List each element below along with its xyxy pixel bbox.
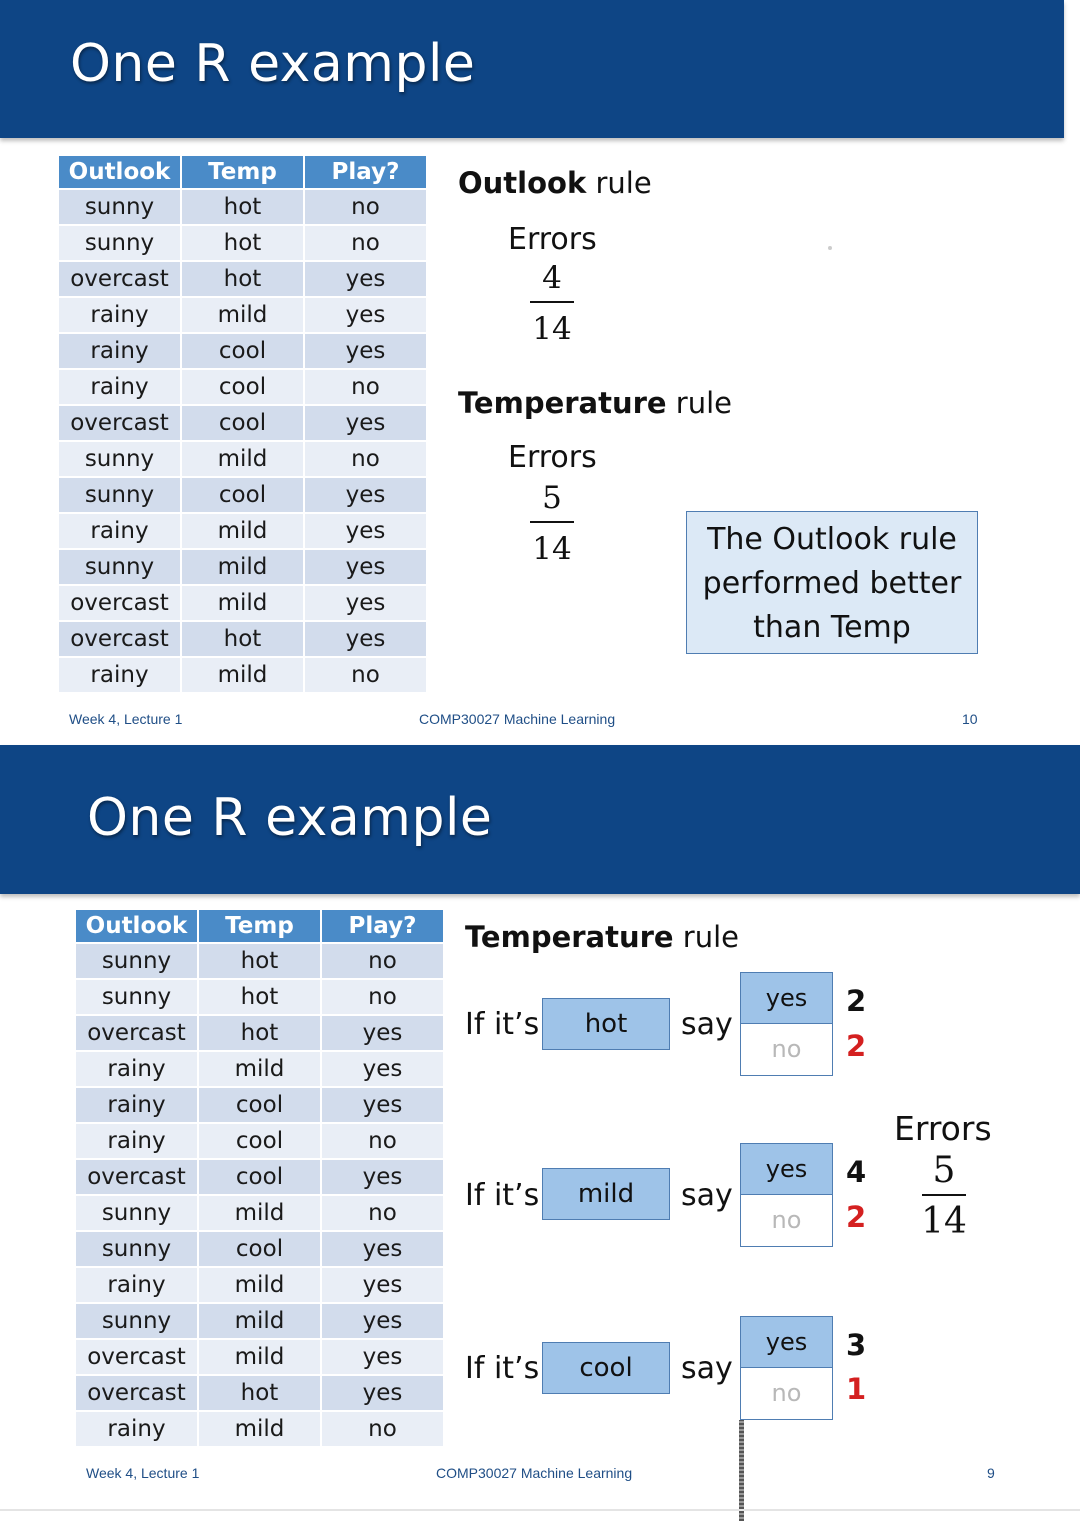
say-label: say [681,1351,733,1386]
footer-lecture: Week 4, Lecture 1 [69,711,183,727]
outlook-cell: overcast [59,406,180,440]
temp-cell: mild [199,1340,320,1374]
outlook-cell: rainy [59,334,180,368]
outcome-box-cool [740,1316,833,1420]
temperature-errors-label: Errors [508,440,597,475]
table-row [59,658,426,692]
outlook-error-fraction [522,258,582,349]
table-row [59,514,426,548]
temp-cell: mild [182,586,303,620]
outlook-errors-label: Errors [508,222,597,257]
outlook-cell: sunny [59,190,180,224]
temp-cell: mild [199,1052,320,1086]
play-cell: yes [305,478,426,512]
play-cell: yes [322,1088,443,1122]
fraction-denominator: 14 [532,531,572,567]
table-row [59,550,426,584]
if-its-label: If it’s [465,1351,540,1386]
play-cell: no [322,1124,443,1158]
slide-header [0,0,1064,138]
footer-course: COMP30027 Machine Learning [436,1465,633,1481]
column-header-play: Play? [305,156,426,188]
play-cell: yes [305,586,426,620]
play-cell: yes [305,298,426,332]
temp-cell: mild [199,1268,320,1302]
outlook-cell: rainy [76,1124,197,1158]
temperature-rule-title: Temperature rule [458,386,733,420]
table-row [59,442,426,476]
temp-cell: hot [199,944,320,978]
table-row [59,190,426,224]
stray-dot [828,246,832,250]
play-cell: no [305,442,426,476]
say-label: say [681,1007,733,1042]
table-row [76,1160,443,1194]
play-cell: yes [322,1268,443,1302]
play-cell: yes [322,1304,443,1338]
temp-cell: cool [182,370,303,404]
footer-page-number: 9 [987,1465,995,1481]
temp-cell: cool [182,478,303,512]
outlook-cell: sunny [76,980,197,1014]
callout-line: The Outlook rule [707,522,957,557]
yes-count: 4 [846,1155,867,1189]
condition-mild-box: mild [542,1168,670,1220]
temp-cell: cool [182,334,303,368]
table-row [59,478,426,512]
if-its-label: If it’s [465,1007,540,1042]
pen-stroke [739,1420,744,1521]
temp-cell: cool [182,406,303,440]
outlook-cell: overcast [59,622,180,656]
temp-cell: hot [199,1376,320,1410]
table-row [76,1052,443,1086]
column-header-play: Play? [322,910,443,942]
yes-count: 2 [846,984,867,1018]
slide-outlook-vs-temp [0,0,1080,745]
temp-cell: cool [199,1160,320,1194]
play-cell: no [305,226,426,260]
play-cell: yes [322,1016,443,1050]
temp-cell: hot [182,262,303,296]
play-cell: yes [322,1232,443,1266]
yes-option: yes [741,973,832,1024]
table-row [76,1232,443,1266]
table-header-row [59,156,426,188]
column-header-outlook: Outlook [59,156,180,188]
no-option: no [741,1195,832,1245]
temperature-rule-title: Temperature rule [465,920,740,954]
play-cell: yes [322,1340,443,1374]
temp-cell: hot [199,980,320,1014]
table-header-row [76,910,443,942]
play-cell: yes [305,622,426,656]
table-row [59,298,426,332]
column-header-temp: Temp [199,910,320,942]
say-label: say [681,1178,733,1213]
play-cell: no [305,370,426,404]
temp-cell: hot [182,622,303,656]
temp-cell: mild [182,298,303,332]
outlook-cell: rainy [59,298,180,332]
outlook-cell: rainy [59,370,180,404]
fraction-bar [922,1194,966,1196]
footer-course: COMP30027 Machine Learning [419,711,616,727]
error-count: 1 [846,1372,867,1406]
temp-cell: mild [199,1412,320,1446]
table-row [76,1124,443,1158]
play-cell: no [322,1196,443,1230]
total-error-fraction [914,1151,974,1242]
table-row [59,226,426,260]
outlook-cell: sunny [59,478,180,512]
outlook-cell: rainy [76,1268,197,1302]
slide-temperature-rule [0,745,1080,1521]
no-option: no [741,1368,832,1418]
table-row [76,1340,443,1374]
play-cell: yes [322,1376,443,1410]
table-row [59,370,426,404]
yes-option: yes [741,1144,832,1195]
yes-count: 3 [846,1328,867,1362]
table-row [76,944,443,978]
page-divider [0,1509,1080,1511]
weather-table [74,908,445,1448]
outlook-cell: overcast [76,1340,197,1374]
table-row [59,262,426,296]
play-cell: no [322,944,443,978]
table-body [76,944,443,1446]
play-cell: no [322,980,443,1014]
table-row [59,406,426,440]
weather-table [57,154,428,694]
temp-cell: mild [182,658,303,692]
if-its-label: If it’s [465,1178,540,1213]
outcome-box-mild [740,1143,833,1247]
table-row [76,1016,443,1050]
temp-cell: mild [182,550,303,584]
condition-cool-box: cool [542,1342,670,1394]
play-cell: yes [322,1052,443,1086]
outlook-cell: sunny [59,550,180,584]
table-row [59,586,426,620]
slide-title: One R example [87,788,493,848]
outlook-cell: overcast [76,1016,197,1050]
outlook-cell: rainy [59,514,180,548]
table-row [76,980,443,1014]
outlook-cell: overcast [76,1376,197,1410]
fraction-bar [530,521,574,523]
play-cell: yes [305,334,426,368]
play-cell: yes [305,514,426,548]
play-cell: yes [305,262,426,296]
table-row [59,622,426,656]
temp-cell: cool [199,1232,320,1266]
play-cell: no [322,1412,443,1446]
play-cell: no [305,190,426,224]
yes-option: yes [741,1317,832,1368]
outlook-cell: sunny [59,226,180,260]
temp-cell: mild [182,442,303,476]
fraction-bar [530,301,574,303]
outlook-cell: overcast [76,1160,197,1194]
outlook-cell: rainy [59,658,180,692]
temp-cell: cool [199,1124,320,1158]
outlook-cell: overcast [59,262,180,296]
table-body [59,190,426,692]
temp-cell: cool [199,1088,320,1122]
outlook-cell: sunny [76,1304,197,1338]
temperature-error-fraction [522,478,582,569]
no-option: no [741,1024,832,1074]
conclusion-callout [686,511,978,654]
outlook-rule-title: Outlook rule [458,166,652,200]
temp-cell: mild [182,514,303,548]
callout-line: than Temp [753,610,911,645]
error-count: 2 [846,1200,867,1234]
fraction-numerator: 5 [932,1150,956,1191]
table-row [76,1088,443,1122]
fraction-denominator: 14 [532,311,572,347]
play-cell: yes [305,406,426,440]
outcome-box-hot [740,972,833,1076]
outlook-cell: sunny [76,944,197,978]
table-row [76,1412,443,1446]
footer-page-number: 10 [962,711,978,727]
callout-line: performed better [702,566,962,601]
temp-cell: mild [199,1304,320,1338]
table-row [76,1376,443,1410]
outlook-cell: sunny [76,1196,197,1230]
temp-cell: mild [199,1196,320,1230]
outlook-cell: rainy [76,1412,197,1446]
outlook-cell: overcast [59,586,180,620]
errors-label: Errors [894,1109,992,1148]
fraction-denominator: 14 [921,1201,967,1242]
fraction-numerator: 5 [542,480,562,516]
footer-lecture: Week 4, Lecture 1 [86,1465,200,1481]
temp-cell: hot [182,226,303,260]
table-row [59,334,426,368]
temp-cell: hot [182,190,303,224]
table-row [76,1196,443,1230]
slide-title: One R example [70,34,476,94]
fraction-numerator: 4 [542,260,562,296]
table-row [76,1304,443,1338]
play-cell: yes [305,550,426,584]
outlook-cell: sunny [59,442,180,476]
column-header-outlook: Outlook [76,910,197,942]
error-count: 2 [846,1029,867,1063]
outlook-cell: rainy [76,1052,197,1086]
temp-cell: hot [199,1016,320,1050]
play-cell: no [305,658,426,692]
table-row [76,1268,443,1302]
column-header-temp: Temp [182,156,303,188]
play-cell: yes [322,1160,443,1194]
condition-hot-box: hot [542,998,670,1050]
outlook-cell: rainy [76,1088,197,1122]
outlook-cell: sunny [76,1232,197,1266]
slide-header [0,745,1080,894]
